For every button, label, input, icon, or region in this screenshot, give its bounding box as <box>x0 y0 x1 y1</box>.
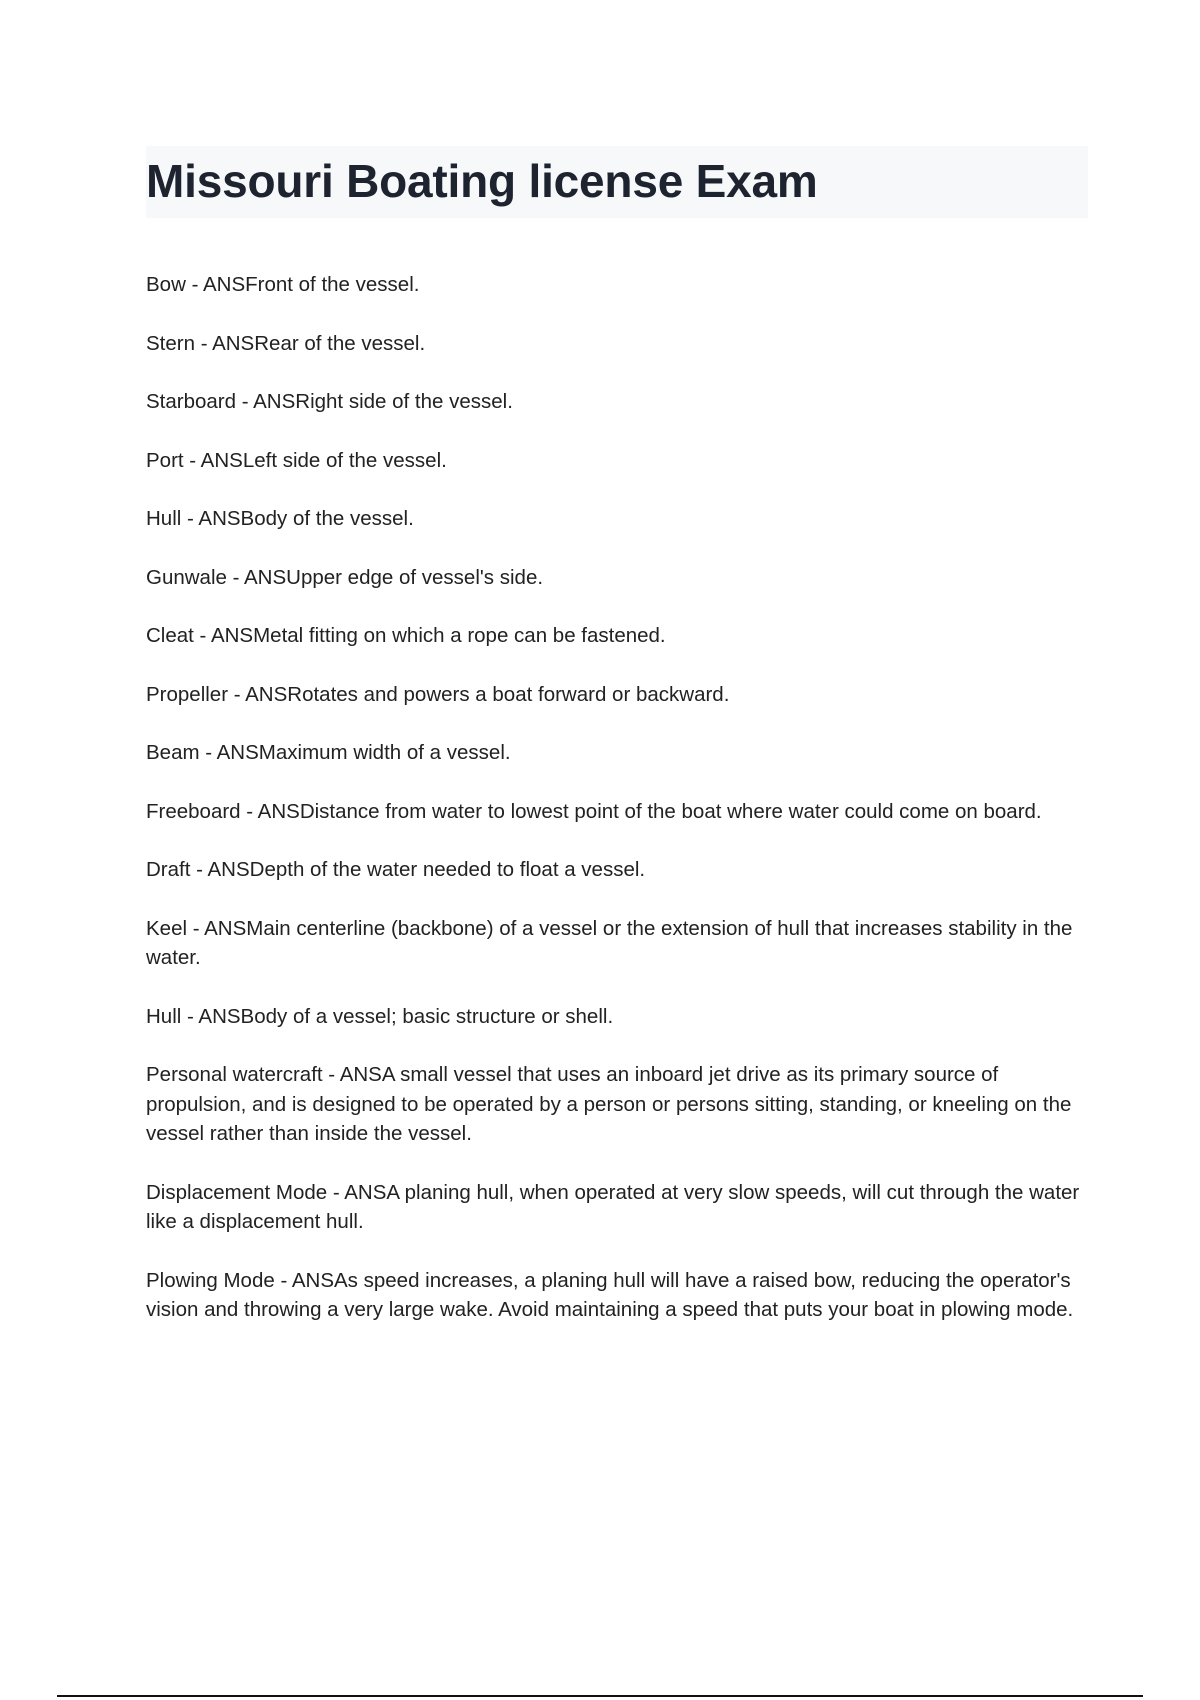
list-item: Hull - ANSBody of a vessel; basic structure or shell. <box>146 1004 614 1028</box>
title-banner <box>146 146 1088 218</box>
list-item: Stern - ANSRear of the vessel. <box>146 331 426 355</box>
list-item: Hull - ANSBody of the vessel. <box>146 507 414 530</box>
list-item: Personal watercraft - ANSA small vessel that uses an inboard jet drive as its primary source of propulsion, and is designed to be operated by a person or persons sitting, standing, or kneeling on the vessel rather than inside the vessel. <box>146 1063 1072 1145</box>
question-answer-list <box>146 270 1096 1354</box>
list-item: Draft - ANSDepth of the water needed to float a vessel. <box>146 858 646 881</box>
list-item: Plowing Mode - ANSAs speed increases, a planing hull will have a raised bow, reducing the operator's vision and throwing a very large wake. Avoid maintaining a speed that puts your boat in plowing mode. <box>146 1268 1074 1321</box>
list-item: Displacement Mode - ANSA planing hull, when operated at very slow speeds, will cut through the water like a displacement hull. <box>146 1180 1080 1233</box>
page-title: Missouri Boating license Exam <box>146 155 818 207</box>
list-item: Port - ANSLeft side of the vessel. <box>146 448 447 472</box>
footer-divider <box>57 1695 1143 1697</box>
list-item: Cleat - ANSMetal fitting on which a rope can be fastened. <box>146 624 666 647</box>
list-item: Bow - ANSFront of the vessel. <box>146 273 420 296</box>
list-item: Beam - ANSMaximum width of a vessel. <box>146 741 511 764</box>
list-item: Gunwale - ANSUpper edge of vessel's side. <box>146 565 544 589</box>
list-item: Propeller - ANSRotates and powers a boat forward or backward. <box>146 682 730 706</box>
list-item: Starboard - ANSRight side of the vessel. <box>146 390 513 413</box>
list-item: Freeboard - ANSDistance from water to lowest point of the boat where water could come on board. <box>146 799 1042 823</box>
list-item: Keel - ANSMain centerline (backbone) of a vessel or the extension of hull that increases stability in the water. <box>146 916 1073 969</box>
